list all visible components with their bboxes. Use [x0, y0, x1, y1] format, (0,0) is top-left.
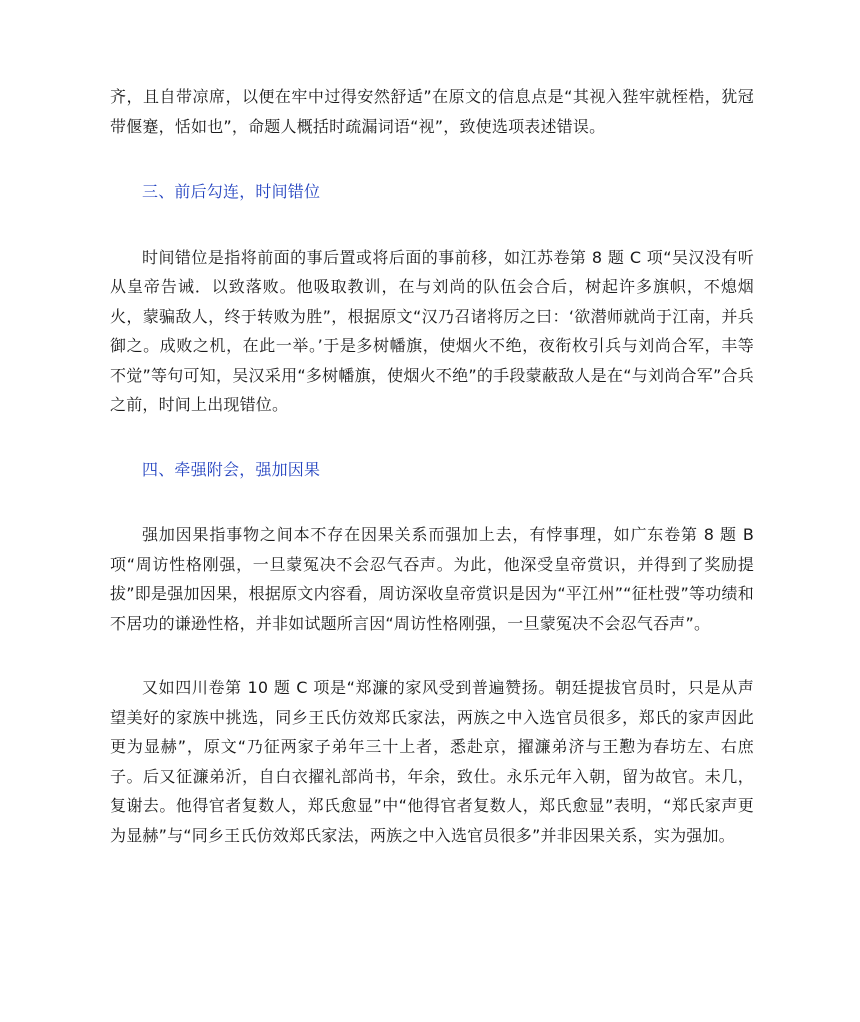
- paragraph-intro: 齐，且自带凉席，以便在牢中过得安然舒适”在原文的信息点是“其视入狴牢就桎梏，犹冠带偃蹇，恬如也”，命题人概括时疏漏词语“视”，致使选项表述错误。: [110, 87, 754, 136]
- section-heading-4: 四、牵强附会，强加因果: [142, 459, 321, 479]
- paragraph-sichuan-example: 又如四川卷第 10 题 C 项是“郑濂的家风受到普遍赞扬。朝廷提拔官员时，只是从声望美好的家族中挑选，同乡王氏仿效郑氏家法，两族之中入选官员很多，郑氏的家声因此更为显赫”，原文“乃征两家子弟年三十上者，悉赴京，擢濂弟济与王懃为春坊左、右庶子。后又征濂弟沂，自白衣擢礼部尚书，年余，致仕。永乐元年入朝，留为故官。未几，复谢去。他得官者复数人，郑氏愈显”中“他得官者复数人，郑氏愈显”表明，“郑氏家声更为显赫”与“同乡王氏仿效郑氏家法，两族之中入选官员很多”并非因果关系，实为强加。: [110, 678, 754, 845]
- paragraph-forced-causality: 强加因果指事物之间本不存在因果关系而强加上去，有悖事理，如广东卷第 8 题 B 项“周访性格刚强，一旦蒙冤决不会忍气吞声。为此，他深受皇帝赏识，并得到了奖励提拔”即是强加因果，根据原文内容看，周访深收皇帝赏识是因为“平江州”“征杜弢”等功绩和不居功的谦逊性格，并非如试题所言因“周访性格刚强，一旦蒙冤决不会忍气吞声”。: [110, 525, 754, 633]
- section-heading-3: 三、前后勾连，时间错位: [142, 182, 321, 201]
- document-page: [110, 82, 754, 850]
- paragraph-time-misplacement: 时间错位是指将前面的事后置或将后面的事前移，如江苏卷第 8 题 C 项“吴汉没有听从皇帝告诫．以致落败。他吸取教训，在与刘尚的队伍会合后，树起许多旗帜，不熄烟火，蒙骗敌人，终于转败为胜”，根据原文“汉乃召诸将厉之曰：‘欲潜师就尚于江南，并兵御之。成败之机，在此一举。’于是多树幡旗，使烟火不绝，夜衔枚引兵与刘尚合军，丰等不觉”等句可知，吴汉采用“多树幡旗，使烟火不绝”的手段蒙蔽敌人是在“与刘尚合军”合兵之前，时间上出现错位。: [110, 247, 754, 414]
